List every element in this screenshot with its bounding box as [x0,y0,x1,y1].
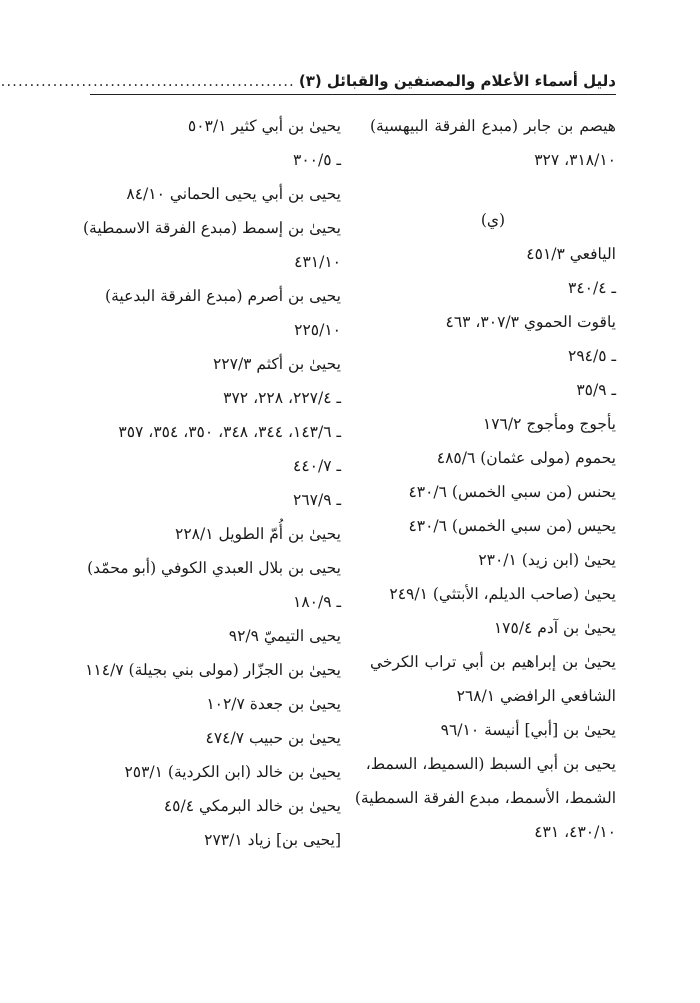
index-entry: الشافعي الرافضي ٢٦٨/١ [456,687,616,705]
index-entry: ـ ٢٩٤/٥ [568,347,616,365]
index-entry: الشمط، الأسمط، مبدع الفرقة السمطية) [354,789,616,807]
index-entry: يحيى بن بلال العبدي الكوفي (أبو محمّد) [87,559,341,577]
index-entry: ـ ٣٠٠/٥ [293,151,341,169]
page-header [90,62,616,90]
index-entry: يحيىٰ بن إبراهيم بن أبي تراب الكرخي [370,653,616,671]
index-entry: يأجوج ومأجوج ١٧٦/٢ [482,415,616,433]
index-entry: يحنس (من سبي الخمس) ٤٣٠/٦ [408,483,616,501]
header-rule [90,94,616,95]
index-entry: يحيىٰ (ابن زيد) ٢٣٠/١ [478,551,616,569]
running-title: دليل أسماء الأعلام والمصنفين والقبائل (٣) [298,72,616,90]
index-entry: [يحيى بن] زياد ٢٧٣/١ [204,831,341,849]
index-entry: ياقوت الحموي ٣٠٧/٣، ٤٦٣ [445,313,616,331]
index-entry: ٤٣٠/١٠، ٤٣١ [534,823,616,841]
index-entry: ٣١٨/١٠، ٣٢٧ [534,151,616,169]
section-letter-heading: (ي) [480,211,506,229]
index-entry: ـ ٣٥/٩ [576,381,616,399]
index-entry: يحيى التيميّ ٩٢/٩ [228,627,341,645]
index-entry: يحيى بن أبي يحيى الحماني ٨٤/١٠ [126,185,341,203]
index-column-right [354,109,616,849]
index-entry: ٤٣١/١٠ [294,253,341,271]
index-entry: يحيىٰ بن حبيب ٤٧٤/٧ [205,729,341,747]
index-entry: يحيى بن أصرم (مبدع الفرقة البدعية) [105,287,341,305]
index-entry: يحيىٰ بن أكثم ٢٢٧/٣ [212,355,341,373]
index-entry: اليافعي ٤٥١/٣ [526,245,616,263]
index-entry: يحموم (مولى عثمان) ٤٨٥/٦ [436,449,616,467]
index-entry: ـ ٢٢٧/٤، ٢٢٨، ٣٧٢ [223,389,341,407]
index-entry: ـ ٤٤٠/٧ [293,457,341,475]
index-entry: هيصم بن جابر (مبدع الفرقة البيهسية) [370,117,616,135]
index-entry: يحيىٰ بن جعدة ١٠٢/٧ [206,695,341,713]
index-entry: يحيىٰ بن الجزّار (مولى بني بجيلة) ١١٤/٧ [85,661,341,679]
index-entry: يحيىٰ بن آدم ١٧٥/٤ [493,619,616,637]
leader-dots [0,72,295,90]
index-entry: يحيىٰ بن [أبي] أنيسة ٩٦/١٠ [440,721,616,739]
blank-line [370,177,616,203]
index-entry: يحيىٰ (صاحب الديلم، الأبتثي) ٢٤٩/١ [389,585,616,603]
index-entry: يحيى بن أبي السبط (السميط، السمط، [365,755,616,773]
index-entry: ـ ١٨٠/٩ [293,593,341,611]
index-entry: يحيىٰ بن إسمط (مبدع الفرقة الاسمطية) [82,219,341,237]
index-entry: يحيىٰ بن خالد البرمكي ٤٥/٤ [163,797,341,815]
index-entry: ـ ١٤٣/٦، ٣٤٤، ٣٤٨، ٣٥٠، ٣٥٤، ٣٥٧ [118,423,341,441]
index-entry: يحيىٰ بن أُمّ الطويل ٢٢٨/١ [175,525,341,543]
index-entry: ٢٢٥/١٠ [294,321,341,339]
index-entry: يحيىٰ بن أبي كثير ٥٠٣/١ [187,117,341,135]
index-entry: يحيس (من سبي الخمس) ٤٣٠/٦ [408,517,616,535]
index-entry: ـ ٣٤٠/٤ [568,279,616,297]
index-entry: ـ ٢٦٧/٩ [293,491,341,509]
index-column-left [82,109,341,857]
index-entry: يحيىٰ بن خالد (ابن الكردية) ٢٥٣/١ [124,763,341,781]
